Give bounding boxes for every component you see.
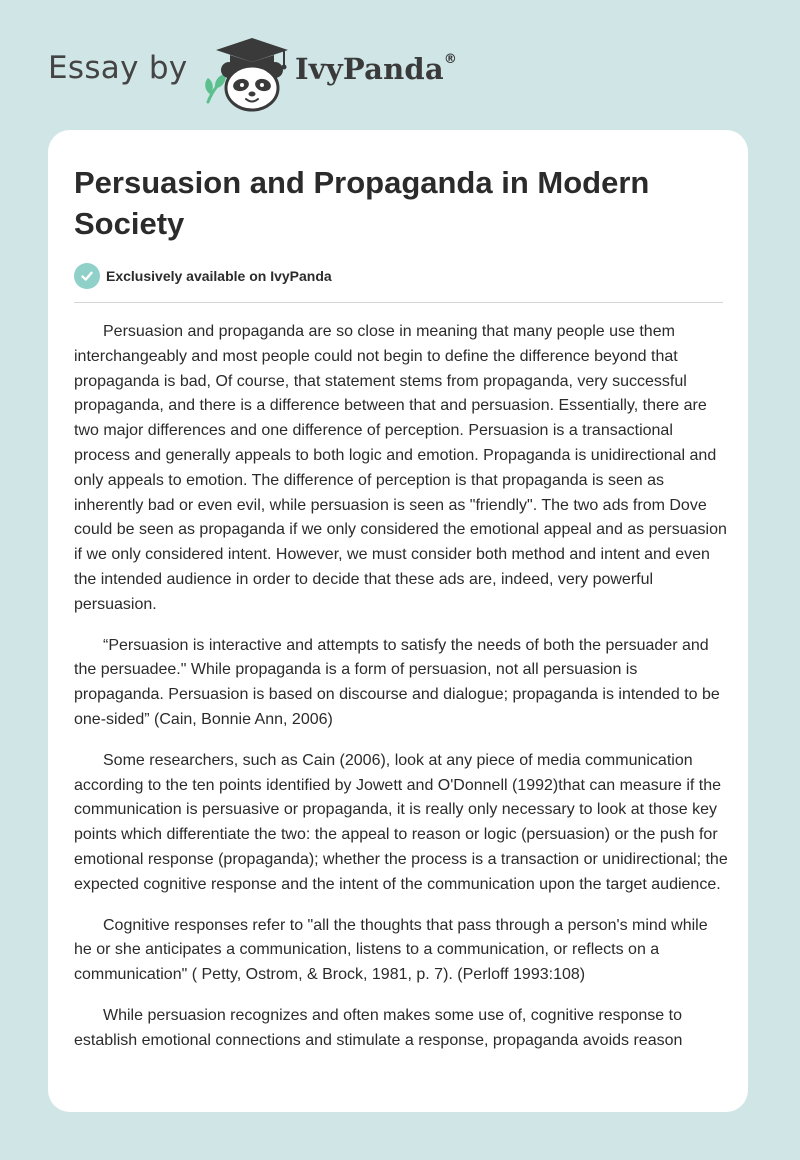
paragraph: Some researchers, such as Cain (2006), look at any piece of media communication according to the ten points identified by Jowett and O'Donnell (1992)that can measure if the communication is persuasive or propaganda, it is really only necessary to look at those key points which differentiate the two: the appeal to reason or logic (persuasion) or the push for emotional response (propaganda); whether the process is a transaction or unidirectional; the expected cognitive response and the intent of the communication upon the target audience.: [74, 751, 728, 893]
paragraph: While persuasion recognizes and often makes some use of, cognitive response to establish emotional connections and stimulate a response, propaganda avoids reason: [74, 1006, 683, 1049]
paragraph: Cognitive responses refer to "all the thoughts that pass through a person's mind while he or she anticipates a communication, listens to a communication, or reflects on a communication" ( Petty, Ostrom, & Brock, 1981, p. 7). (Perloff 1993:108): [74, 916, 708, 984]
essay-card: [48, 130, 748, 1112]
essay-body: [74, 320, 728, 1070]
title-divider: [74, 302, 723, 303]
check-circle-icon: [74, 263, 100, 289]
panda-mascot-icon: [202, 36, 292, 112]
page-title: Persuasion and Propaganda in Modern Society: [74, 165, 650, 241]
site-header: [48, 30, 548, 110]
brand-name[interactable]: IvyPanda®: [295, 52, 458, 86]
essay-by-label: Essay by: [48, 50, 188, 86]
exclusive-badge-label: Exclusively available on IvyPanda: [106, 268, 332, 284]
registered-mark: ®: [443, 52, 458, 68]
exclusive-badge: [74, 263, 332, 289]
paragraph: Persuasion and propaganda are so close in meaning that many people use them interchangeably and most people could not begin to define the difference beyond that propaganda is bad, Of course, that statement stems from propaganda, very successful propaganda, and there is a difference between that and persuasion. Essentially, there are two major differences and one difference of perception. Persuasion is a transactional process and generally appeals to both logic and emotion. Propaganda is unidirectional and only appeals to emotion. The difference of perception is that propaganda is seen as inherently bad or even evil, while persuasion is seen as "friendly". The two ads from Dove could be seen as propaganda if we only considered the emotional appeal and as persuasion if we only considered intent. However, we must consider both method and intent and even the intended audience in order to decide that these ads are, indeed, very powerful persuasion.: [74, 323, 727, 613]
paragraph: “Persuasion is interactive and attempts to satisfy the needs of both the persuader and the persuadee." While propaganda is a form of persuasion, not all persuasion is propaganda. Persuasion is based on discourse and dialogue; propaganda is intended to be one-sided” (Cain, Bonnie Ann, 2006): [74, 636, 720, 728]
